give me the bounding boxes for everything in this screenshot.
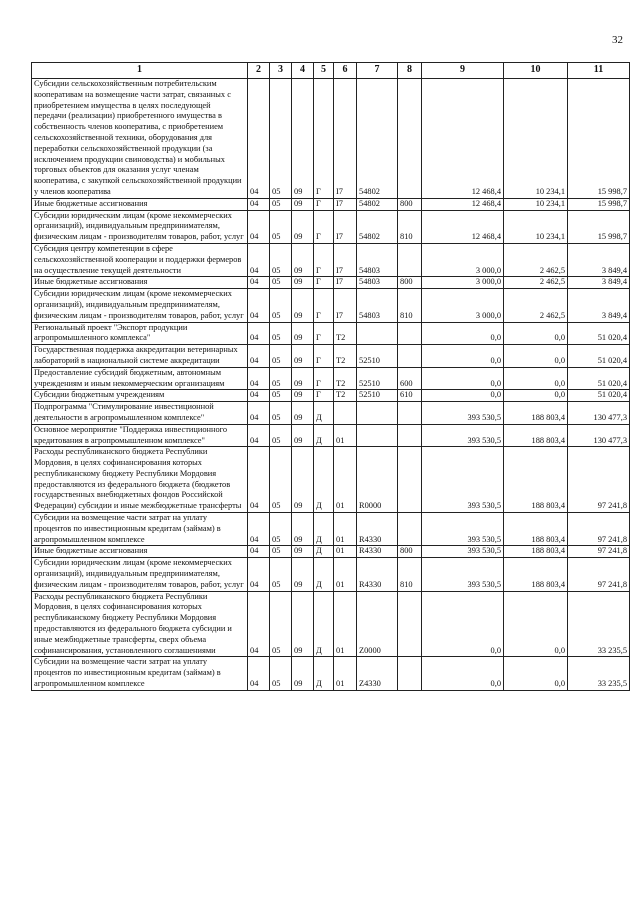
code-cell-7: R4330 [357, 513, 398, 546]
row-name-cell: Субсидии юридическим лицам (кроме некоммерческих организаций), индивидуальным предпринимателям, физическим лицам - производителям товаров, работ, услуг [32, 558, 248, 591]
table-row [32, 210, 630, 243]
code-cell-3: 05 [270, 546, 292, 558]
code-cell-4: 09 [292, 390, 314, 402]
code-cell-5: Д [314, 546, 334, 558]
code-cell-3: 05 [270, 322, 292, 345]
code-cell-7: 54802 [357, 210, 398, 243]
table-row [32, 243, 630, 276]
value-cell-10: 0,0 [504, 657, 568, 690]
code-cell-7 [357, 402, 398, 425]
code-cell-4: 09 [292, 657, 314, 690]
code-cell-3: 05 [270, 243, 292, 276]
code-cell-3: 05 [270, 198, 292, 210]
code-cell-8 [398, 243, 422, 276]
code-cell-3: 05 [270, 558, 292, 591]
code-cell-5: Д [314, 447, 334, 513]
code-cell-3: 05 [270, 447, 292, 513]
header-cell: 4 [292, 63, 314, 79]
value-cell-10: 188 803,4 [504, 546, 568, 558]
value-cell-9: 12 468,4 [422, 79, 504, 199]
value-cell-11: 15 998,7 [568, 79, 630, 199]
table-row [32, 657, 630, 690]
code-cell-6 [334, 402, 357, 425]
code-cell-2: 04 [248, 277, 270, 289]
code-cell-8 [398, 424, 422, 447]
value-cell-10: 10 234,1 [504, 79, 568, 199]
value-cell-11: 3 849,4 [568, 243, 630, 276]
row-name-cell: Субсидии сельскохозяйственным потребительским кооперативам на возмещение части затрат, связанных с приобретением имущества в целях последующей передачи (реализации) приобретенного имущества в собственность членов кооператива, с приобретением сельскохозяйственной техники, оборудования для переработки сельскохозяйственной продукции (за исключением продукции свиноводства) и мобильных торговых объектов для оказания услуг членам кооператива, с закупкой сельскохозяйственной продукции у членов кооператива [32, 79, 248, 199]
row-name-cell: Предоставление субсидий бюджетным, автономным учреждениям и иным некоммерческим организациям [32, 367, 248, 390]
code-cell-5: Д [314, 513, 334, 546]
value-cell-10: 10 234,1 [504, 210, 568, 243]
code-cell-6: 01 [334, 447, 357, 513]
value-cell-11: 3 849,4 [568, 277, 630, 289]
code-cell-5: Г [314, 210, 334, 243]
code-cell-2: 04 [248, 322, 270, 345]
value-cell-10: 0,0 [504, 591, 568, 657]
code-cell-6: I7 [334, 289, 357, 322]
code-cell-8: 810 [398, 289, 422, 322]
header-cell: 3 [270, 63, 292, 79]
value-cell-10: 188 803,4 [504, 424, 568, 447]
table-row [32, 277, 630, 289]
code-cell-4: 09 [292, 402, 314, 425]
code-cell-7 [357, 424, 398, 447]
table-row [32, 198, 630, 210]
code-cell-5: Д [314, 591, 334, 657]
table-row [32, 289, 630, 322]
code-cell-4: 09 [292, 210, 314, 243]
table-row [32, 367, 630, 390]
value-cell-11: 130 477,3 [568, 424, 630, 447]
table-body [32, 79, 630, 691]
code-cell-6: 01 [334, 657, 357, 690]
value-cell-11: 130 477,3 [568, 402, 630, 425]
code-cell-2: 04 [248, 289, 270, 322]
code-cell-7 [357, 322, 398, 345]
code-cell-4: 09 [292, 277, 314, 289]
value-cell-9: 393 530,5 [422, 424, 504, 447]
code-cell-4: 09 [292, 345, 314, 368]
code-cell-2: 04 [248, 390, 270, 402]
value-cell-10: 188 803,4 [504, 513, 568, 546]
code-cell-5: Г [314, 277, 334, 289]
code-cell-6: I7 [334, 277, 357, 289]
budget-table [31, 62, 630, 691]
page-number: 32 [612, 34, 623, 46]
table-row [32, 79, 630, 199]
row-name-cell: Субсидии юридическим лицам (кроме некоммерческих организаций), индивидуальным предпринимателям, физическим лицам - производителям товаров, работ, услуг [32, 289, 248, 322]
code-cell-3: 05 [270, 277, 292, 289]
code-cell-5: Г [314, 243, 334, 276]
code-cell-3: 05 [270, 402, 292, 425]
code-cell-2: 04 [248, 243, 270, 276]
code-cell-4: 09 [292, 79, 314, 199]
value-cell-9: 393 530,5 [422, 447, 504, 513]
code-cell-2: 04 [248, 345, 270, 368]
code-cell-5: Г [314, 322, 334, 345]
value-cell-11: 3 849,4 [568, 289, 630, 322]
code-cell-2: 04 [248, 424, 270, 447]
code-cell-4: 09 [292, 243, 314, 276]
code-cell-8 [398, 345, 422, 368]
code-cell-2: 04 [248, 447, 270, 513]
value-cell-9: 393 530,5 [422, 402, 504, 425]
code-cell-6: 01 [334, 513, 357, 546]
code-cell-5: Г [314, 345, 334, 368]
row-name-cell: Иные бюджетные ассигнования [32, 198, 248, 210]
code-cell-6: I7 [334, 210, 357, 243]
row-name-cell: Подпрограмма "Стимулирование инвестиционной деятельности в агропромышленном комплексе" [32, 402, 248, 425]
table-row [32, 402, 630, 425]
value-cell-9: 0,0 [422, 322, 504, 345]
header-cell: 11 [568, 63, 630, 79]
table-row [32, 513, 630, 546]
value-cell-11: 33 235,5 [568, 591, 630, 657]
code-cell-4: 09 [292, 447, 314, 513]
value-cell-10: 2 462,5 [504, 277, 568, 289]
row-name-cell: Субсидии на возмещение части затрат на уплату процентов по инвестиционным кредитам (займам) в агропромышленном комплексе [32, 657, 248, 690]
code-cell-7: R0000 [357, 447, 398, 513]
value-cell-11: 97 241,8 [568, 546, 630, 558]
row-name-cell: Субсидии бюджетным учреждениям [32, 390, 248, 402]
value-cell-10: 0,0 [504, 322, 568, 345]
code-cell-8: 600 [398, 367, 422, 390]
table-row [32, 390, 630, 402]
row-name-cell: Расходы республиканского бюджета Республики Мордовия, в целях софинансирования которых республиканскому бюджету Республики Мордовия предоставляются из федерального бюджета (бюджетов государственных внебюджетных фондов Российской Федерации) субсидии и иные межбюджетные трансферты [32, 447, 248, 513]
code-cell-6: I7 [334, 198, 357, 210]
code-cell-4: 09 [292, 513, 314, 546]
code-cell-4: 09 [292, 198, 314, 210]
value-cell-10: 0,0 [504, 390, 568, 402]
code-cell-4: 09 [292, 591, 314, 657]
value-cell-9: 0,0 [422, 657, 504, 690]
value-cell-9: 12 468,4 [422, 198, 504, 210]
code-cell-7: R4330 [357, 558, 398, 591]
header-cell: 5 [314, 63, 334, 79]
table-header-row [32, 63, 630, 79]
code-cell-2: 04 [248, 402, 270, 425]
code-cell-3: 05 [270, 424, 292, 447]
code-cell-8 [398, 657, 422, 690]
code-cell-3: 05 [270, 289, 292, 322]
code-cell-8: 800 [398, 277, 422, 289]
value-cell-9: 3 000,0 [422, 243, 504, 276]
table-row [32, 345, 630, 368]
code-cell-5: Д [314, 402, 334, 425]
code-cell-2: 04 [248, 657, 270, 690]
value-cell-9: 0,0 [422, 390, 504, 402]
code-cell-7: 54803 [357, 277, 398, 289]
code-cell-3: 05 [270, 345, 292, 368]
code-cell-8: 800 [398, 546, 422, 558]
row-name-cell: Субсидии на возмещение части затрат на уплату процентов по инвестиционным кредитам (займам) в агропромышленном комплексе [32, 513, 248, 546]
code-cell-3: 05 [270, 210, 292, 243]
row-name-cell: Иные бюджетные ассигнования [32, 277, 248, 289]
value-cell-9: 393 530,5 [422, 513, 504, 546]
row-name-cell: Основное мероприятие "Поддержка инвестиционного кредитования в агропромышленном комплексе" [32, 424, 248, 447]
value-cell-11: 15 998,7 [568, 198, 630, 210]
value-cell-10: 188 803,4 [504, 447, 568, 513]
code-cell-6: I7 [334, 79, 357, 199]
header-cell: 6 [334, 63, 357, 79]
code-cell-3: 05 [270, 513, 292, 546]
header-cell: 2 [248, 63, 270, 79]
value-cell-9: 3 000,0 [422, 277, 504, 289]
code-cell-2: 04 [248, 79, 270, 199]
code-cell-8 [398, 402, 422, 425]
value-cell-9: 393 530,5 [422, 558, 504, 591]
code-cell-2: 04 [248, 558, 270, 591]
row-name-cell: Субсидия центру компетенции в сфере сельскохозяйственной кооперации и поддержки фермеров на осуществление текущей деятельности [32, 243, 248, 276]
code-cell-4: 09 [292, 289, 314, 322]
code-cell-3: 05 [270, 657, 292, 690]
code-cell-6: 01 [334, 546, 357, 558]
code-cell-7: 54802 [357, 198, 398, 210]
code-cell-6: 01 [334, 558, 357, 591]
code-cell-7: Z0000 [357, 591, 398, 657]
value-cell-10: 0,0 [504, 367, 568, 390]
code-cell-2: 04 [248, 546, 270, 558]
code-cell-8 [398, 513, 422, 546]
value-cell-11: 51 020,4 [568, 322, 630, 345]
table-row [32, 591, 630, 657]
value-cell-11: 33 235,5 [568, 657, 630, 690]
value-cell-10: 188 803,4 [504, 402, 568, 425]
value-cell-9: 12 468,4 [422, 210, 504, 243]
value-cell-9: 0,0 [422, 367, 504, 390]
code-cell-8: 610 [398, 390, 422, 402]
value-cell-10: 10 234,1 [504, 198, 568, 210]
table-row [32, 447, 630, 513]
value-cell-9: 0,0 [422, 591, 504, 657]
code-cell-6: I7 [334, 243, 357, 276]
code-cell-2: 04 [248, 198, 270, 210]
row-name-cell: Региональный проект "Экспорт продукции агропромышленного комплекса" [32, 322, 248, 345]
code-cell-2: 04 [248, 513, 270, 546]
value-cell-11: 51 020,4 [568, 390, 630, 402]
code-cell-6: T2 [334, 390, 357, 402]
code-cell-6: 01 [334, 591, 357, 657]
header-cell: 7 [357, 63, 398, 79]
code-cell-6: T2 [334, 322, 357, 345]
code-cell-5: Д [314, 424, 334, 447]
code-cell-7: Z4330 [357, 657, 398, 690]
table-row [32, 322, 630, 345]
code-cell-4: 09 [292, 558, 314, 591]
header-cell: 8 [398, 63, 422, 79]
code-cell-3: 05 [270, 367, 292, 390]
code-cell-8: 810 [398, 210, 422, 243]
code-cell-6: 01 [334, 424, 357, 447]
code-cell-5: Г [314, 390, 334, 402]
code-cell-4: 09 [292, 424, 314, 447]
code-cell-8 [398, 591, 422, 657]
table-row [32, 546, 630, 558]
value-cell-9: 393 530,5 [422, 546, 504, 558]
code-cell-6: T2 [334, 345, 357, 368]
value-cell-9: 3 000,0 [422, 289, 504, 322]
value-cell-10: 2 462,5 [504, 243, 568, 276]
code-cell-7: 52510 [357, 345, 398, 368]
table-row [32, 558, 630, 591]
code-cell-7: 52510 [357, 390, 398, 402]
code-cell-8: 810 [398, 558, 422, 591]
code-cell-8: 800 [398, 198, 422, 210]
row-name-cell: Субсидии юридическим лицам (кроме некоммерческих организаций), индивидуальным предпринимателям, физическим лицам - производителям товаров, работ, услуг [32, 210, 248, 243]
code-cell-4: 09 [292, 367, 314, 390]
code-cell-3: 05 [270, 591, 292, 657]
row-name-cell: Расходы республиканского бюджета Республики Мордовия, в целях софинансирования которых республиканскому бюджету Республики Мордовия предоставляются из федерального бюджета субсидии и иные межбюджетные трансферты, сверх объема софинансирования, установленного соглашениями [32, 591, 248, 657]
value-cell-11: 51 020,4 [568, 367, 630, 390]
row-name-cell: Иные бюджетные ассигнования [32, 546, 248, 558]
code-cell-5: Д [314, 657, 334, 690]
code-cell-8 [398, 79, 422, 199]
code-cell-4: 09 [292, 546, 314, 558]
value-cell-11: 97 241,8 [568, 447, 630, 513]
value-cell-11: 51 020,4 [568, 345, 630, 368]
value-cell-10: 2 462,5 [504, 289, 568, 322]
value-cell-9: 0,0 [422, 345, 504, 368]
table-row [32, 424, 630, 447]
value-cell-10: 0,0 [504, 345, 568, 368]
code-cell-3: 05 [270, 390, 292, 402]
code-cell-6: T2 [334, 367, 357, 390]
code-cell-5: Д [314, 558, 334, 591]
value-cell-11: 97 241,8 [568, 513, 630, 546]
code-cell-5: Г [314, 79, 334, 199]
code-cell-7: 54802 [357, 79, 398, 199]
value-cell-11: 15 998,7 [568, 210, 630, 243]
code-cell-7: 54803 [357, 243, 398, 276]
header-cell: 10 [504, 63, 568, 79]
header-cell: 9 [422, 63, 504, 79]
header-cell: 1 [32, 63, 248, 79]
code-cell-2: 04 [248, 591, 270, 657]
value-cell-11: 97 241,8 [568, 558, 630, 591]
row-name-cell: Государственная поддержка аккредитации ветеринарных лабораторий в национальной системе аккредитации [32, 345, 248, 368]
code-cell-5: Г [314, 367, 334, 390]
code-cell-7: R4330 [357, 546, 398, 558]
code-cell-2: 04 [248, 367, 270, 390]
code-cell-3: 05 [270, 79, 292, 199]
code-cell-7: 52510 [357, 367, 398, 390]
code-cell-2: 04 [248, 210, 270, 243]
code-cell-4: 09 [292, 322, 314, 345]
code-cell-7: 54803 [357, 289, 398, 322]
value-cell-10: 188 803,4 [504, 558, 568, 591]
code-cell-5: Г [314, 198, 334, 210]
code-cell-8 [398, 322, 422, 345]
code-cell-5: Г [314, 289, 334, 322]
code-cell-8 [398, 447, 422, 513]
